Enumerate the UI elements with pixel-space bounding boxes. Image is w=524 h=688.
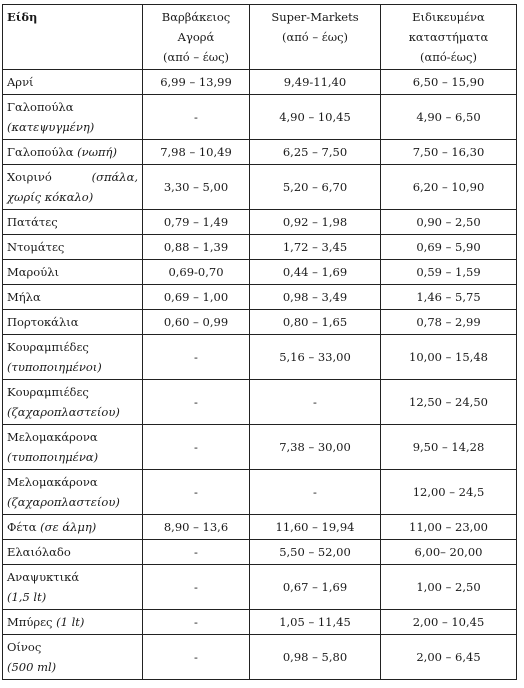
table-row — [3, 425, 517, 470]
varvakeios-price: 6,99 – 13,99 — [143, 70, 250, 95]
specialized-price: 1,00 – 2,50 — [381, 565, 517, 610]
supermarkets-price: 5,16 – 33,00 — [250, 335, 381, 380]
header-varvakeios-line: Βαρβάκειος — [161, 10, 231, 24]
item-name — [3, 635, 143, 680]
supermarkets-price: 1,05 – 11,45 — [250, 610, 381, 635]
specialized-price: 1,46 – 5,75 — [381, 285, 517, 310]
supermarkets-price: 5,20 – 6,70 — [250, 165, 381, 210]
supermarkets-price: 0,44 – 1,69 — [250, 260, 381, 285]
item-qualifier: (ζαχαροπλαστείου) — [7, 495, 120, 509]
table-row — [3, 235, 517, 260]
table-row — [3, 165, 517, 210]
item-name — [3, 540, 143, 565]
header-specialized — [381, 5, 517, 70]
item-name-text: Γαλοπούλα — [7, 100, 74, 114]
item-name-text: Οίνος — [7, 640, 42, 654]
item-name — [3, 310, 143, 335]
table-row — [3, 565, 517, 610]
item-name-text: Ελαιόλαδο — [7, 545, 71, 559]
item-qualifier: (κατεψυγμένη) — [7, 120, 95, 134]
supermarkets-price: 0,98 – 5,80 — [250, 635, 381, 680]
table-row — [3, 610, 517, 635]
specialized-price: 4,90 – 6,50 — [381, 95, 517, 140]
varvakeios-price: - — [143, 540, 250, 565]
item-qualifier: (500 ml) — [7, 660, 57, 674]
varvakeios-price: 0,69-0,70 — [143, 260, 250, 285]
item-name — [3, 210, 143, 235]
varvakeios-price: - — [143, 635, 250, 680]
varvakeios-price: - — [143, 335, 250, 380]
specialized-price: 7,50 – 16,30 — [381, 140, 517, 165]
varvakeios-price: - — [143, 380, 250, 425]
header-supermarkets-line: Super-Markets — [271, 10, 359, 24]
item-qualifier: (τυποποιημένα) — [7, 450, 99, 464]
specialized-price: 6,50 – 15,90 — [381, 70, 517, 95]
supermarkets-price: 7,38 – 30,00 — [250, 425, 381, 470]
item-qualifier: (1,5 lt) — [7, 590, 47, 604]
item-name-line — [7, 167, 138, 187]
specialized-price: 0,69 – 5,90 — [381, 235, 517, 260]
item-name — [3, 425, 143, 470]
table-row — [3, 540, 517, 565]
supermarkets-price: 6,25 – 7,50 — [250, 140, 381, 165]
specialized-price: 0,59 – 1,59 — [381, 260, 517, 285]
item-name — [3, 260, 143, 285]
item-name-text: Μπύρες — [7, 615, 57, 629]
table-row — [3, 310, 517, 335]
item-name-text: Μήλα — [7, 290, 41, 304]
item-name-text: Αναψυκτικά — [7, 570, 80, 584]
item-name — [3, 515, 143, 540]
item-name-text: Κουραμπιέδες — [7, 340, 89, 354]
varvakeios-price: 0,69 – 1,00 — [143, 285, 250, 310]
table-row — [3, 635, 517, 680]
specialized-price: 0,78 – 2,99 — [381, 310, 517, 335]
header-row — [3, 5, 517, 70]
varvakeios-price: 0,79 – 1,49 — [143, 210, 250, 235]
item-name — [3, 95, 143, 140]
specialized-price: 12,50 – 24,50 — [381, 380, 517, 425]
item-name — [3, 380, 143, 425]
table-row — [3, 140, 517, 165]
specialized-price: 11,00 – 23,00 — [381, 515, 517, 540]
supermarkets-price: 0,67 – 1,69 — [250, 565, 381, 610]
item-name-text: Κουραμπιέδες — [7, 385, 89, 399]
table-row — [3, 285, 517, 310]
header-specialized-line: Ειδικευμένα — [412, 10, 485, 24]
varvakeios-price: 7,98 – 10,49 — [143, 140, 250, 165]
item-qualifier: (σπάλα, — [91, 170, 138, 184]
varvakeios-price: - — [143, 610, 250, 635]
supermarkets-price: 11,60 – 19,94 — [250, 515, 381, 540]
item-name — [3, 140, 143, 165]
item-qualifier: (τυποποιημένοι) — [7, 360, 102, 374]
specialized-price: 2,00 – 10,45 — [381, 610, 517, 635]
item-name — [3, 470, 143, 515]
header-items: Είδη — [3, 5, 143, 70]
item-name-text: Γαλοπούλα — [7, 145, 78, 159]
table-row — [3, 380, 517, 425]
item-qualifier: (1 lt) — [56, 615, 85, 629]
header-varvakeios — [143, 5, 250, 70]
table-row — [3, 70, 517, 95]
item-name — [3, 335, 143, 380]
varvakeios-price: - — [143, 95, 250, 140]
item-name-text: Αρνί — [7, 75, 34, 89]
item-name — [3, 165, 143, 210]
item-name-text: Φέτα — [7, 520, 41, 534]
item-qualifier: (ζαχαροπλαστείου) — [7, 405, 120, 419]
supermarkets-price: 0,98 – 3,49 — [250, 285, 381, 310]
item-name-text: Χοιρινό — [7, 170, 52, 184]
item-qualifier: (νωπή) — [77, 145, 117, 159]
table-row — [3, 515, 517, 540]
supermarkets-price: 1,72 – 3,45 — [250, 235, 381, 260]
item-name — [3, 70, 143, 95]
varvakeios-price: - — [143, 425, 250, 470]
item-name-text: Ντομάτες — [7, 240, 65, 254]
supermarkets-price: - — [250, 380, 381, 425]
supermarkets-price: - — [250, 470, 381, 515]
varvakeios-price: 0,60 – 0,99 — [143, 310, 250, 335]
header-supermarkets-range: (από – έως) — [281, 30, 349, 44]
header-specialized-range: (από-έως) — [420, 50, 477, 64]
varvakeios-price: 8,90 – 13,6 — [143, 515, 250, 540]
supermarkets-price: 5,50 – 52,00 — [250, 540, 381, 565]
header-varvakeios-range: (από – έως) — [162, 50, 230, 64]
item-name-text: Μελομακάρονα — [7, 475, 98, 489]
table-row — [3, 335, 517, 380]
item-name — [3, 235, 143, 260]
item-name-text: Πατάτες — [7, 215, 58, 229]
header-varvakeios-line: Αγορά — [177, 30, 215, 44]
item-name-text: Πορτοκάλια — [7, 315, 79, 329]
item-name — [3, 565, 143, 610]
table-row — [3, 95, 517, 140]
specialized-price: 0,90 – 2,50 — [381, 210, 517, 235]
header-specialized-line: καταστήματα — [408, 30, 489, 44]
item-qualifier: χωρίς κόκαλο) — [7, 190, 94, 204]
item-name — [3, 285, 143, 310]
varvakeios-price: - — [143, 470, 250, 515]
header-supermarkets — [250, 5, 381, 70]
specialized-price: 12,00 – 24,5 — [381, 470, 517, 515]
item-name-text: Μελομακάρονα — [7, 430, 98, 444]
supermarkets-price: 9,49-11,40 — [250, 70, 381, 95]
item-qualifier: (σε άλμη) — [40, 520, 97, 534]
varvakeios-price: - — [143, 565, 250, 610]
specialized-price: 6,00– 20,00 — [381, 540, 517, 565]
specialized-price: 9,50 – 14,28 — [381, 425, 517, 470]
table-row — [3, 470, 517, 515]
table-row — [3, 260, 517, 285]
item-name — [3, 610, 143, 635]
item-name-text: Μαρούλι — [7, 265, 60, 279]
price-table — [2, 4, 517, 680]
table-row — [3, 210, 517, 235]
varvakeios-price: 0,88 – 1,39 — [143, 235, 250, 260]
varvakeios-price: 3,30 – 5,00 — [143, 165, 250, 210]
supermarkets-price: 0,80 – 1,65 — [250, 310, 381, 335]
specialized-price: 10,00 – 15,48 — [381, 335, 517, 380]
supermarkets-price: 0,92 – 1,98 — [250, 210, 381, 235]
supermarkets-price: 4,90 – 10,45 — [250, 95, 381, 140]
specialized-price: 2,00 – 6,45 — [381, 635, 517, 680]
specialized-price: 6,20 – 10,90 — [381, 165, 517, 210]
